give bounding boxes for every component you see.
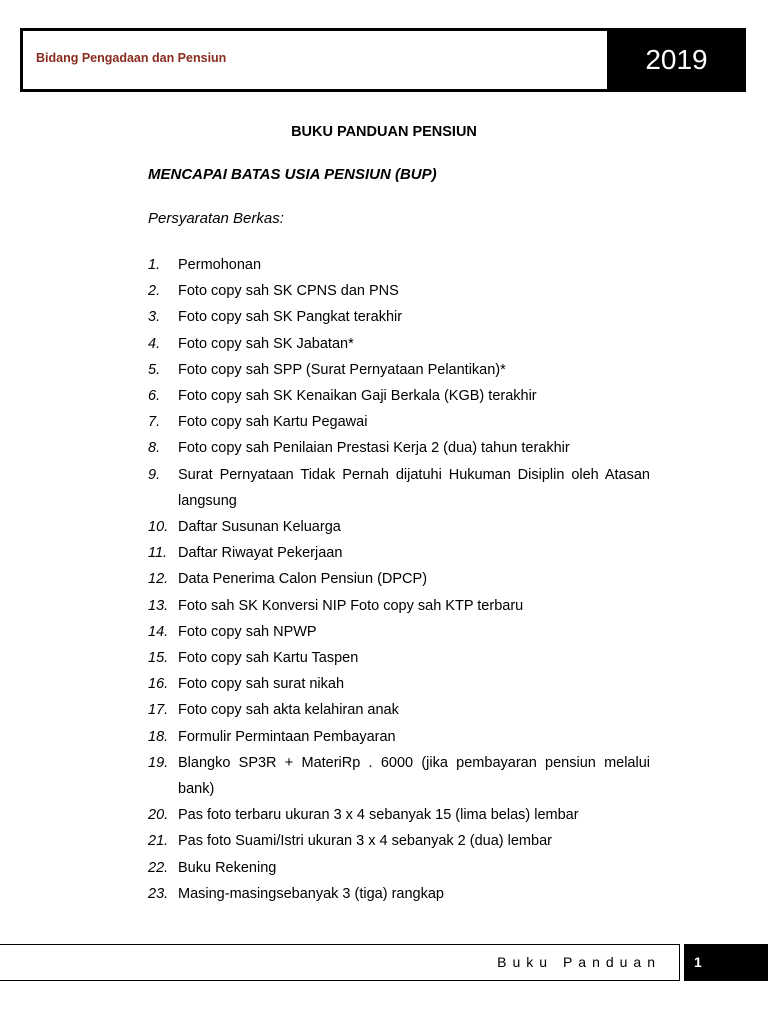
list-item [148, 645, 650, 671]
list-item-text: Permohonan [178, 257, 262, 273]
list-item [148, 724, 650, 750]
list-item-number: 7. [148, 414, 161, 431]
list-item-number: 21. [148, 833, 169, 850]
list-item [148, 671, 650, 697]
list-item [148, 514, 650, 540]
list-item-number: 16. [148, 676, 169, 693]
list-item-text: Foto copy sah SK Jabatan* [178, 335, 354, 352]
list-item-number: 15. [148, 650, 169, 667]
list-item-text: Daftar Susunan Keluarga [178, 519, 341, 536]
list-item [148, 462, 650, 514]
list-item [148, 750, 650, 802]
list-item-text: Formulir Permintaan Pembayaran [178, 728, 396, 745]
list-item-number: 18. [148, 728, 169, 745]
list-item [148, 409, 650, 435]
list-item-number: 5. [148, 361, 161, 378]
list-item [148, 383, 650, 409]
list-item-text: Pas foto Suami/Istri ukuran 3 x 4 sebanyak 2 (dua) lembar [178, 833, 552, 850]
list-item-number: 23. [148, 885, 169, 902]
list-item-text: Blangko SP3R + MateriRp . 6000 (jika pembayaran pensiun melalui bank) [178, 754, 650, 798]
list-item-number: 9. [148, 466, 161, 483]
list-item-text: Foto copy sah akta kelahiran anak [178, 702, 399, 719]
list-item-text: Foto copy sah SK Pangkat terakhir [178, 309, 403, 326]
list-item-number: 20. [148, 807, 169, 824]
list-item-text: Foto copy sah Kartu Pegawai [178, 414, 368, 431]
list-item [148, 593, 650, 619]
list-item-number: 17. [148, 702, 169, 719]
list-item-number: 3. [148, 309, 161, 326]
section-subtitle: Persyaratan Berkas: [148, 210, 284, 227]
footer-label: Buku Panduan [497, 954, 661, 970]
section-title: MENCAPAI BATAS USIA PENSIUN (BUP) [148, 166, 437, 183]
list-item [148, 357, 650, 383]
list-item [148, 855, 650, 881]
list-item-text: Foto copy sah NPWP [178, 623, 317, 640]
list-item-text: Pas foto terbaru ukuran 3 x 4 sebanyak 15 (lima belas) lembar [178, 807, 579, 824]
header-year: 2019 [607, 28, 746, 92]
list-item-number: 11. [148, 545, 168, 562]
list-item-number: 2. [148, 283, 161, 300]
list-item [148, 304, 650, 330]
list-item-text: Foto copy sah Kartu Taspen [178, 650, 359, 667]
page-header [20, 28, 746, 92]
list-item-number: 4. [148, 335, 161, 352]
page-number: 1 [684, 944, 768, 981]
list-item [148, 331, 650, 357]
list-item [148, 802, 650, 828]
list-item-number: 8. [148, 440, 161, 457]
department-name: Bidang Pengadaan dan Pensiun [36, 51, 227, 65]
list-item [148, 566, 650, 592]
list-item-text: Foto sah SK Konversi NIP Foto copy sah KTP terbaru [178, 597, 524, 614]
list-item [148, 881, 650, 907]
list-item-text: Foto copy sah SK Kenaikan Gaji Berkala (KGB) terakhir [178, 388, 537, 405]
list-item-text: Foto copy sah SK CPNS dan PNS [178, 283, 399, 300]
list-item-text: Data Penerima Calon Pensiun (DPCP) [178, 571, 428, 588]
list-item-text: Foto copy sah SPP (Surat Pernyataan Pelantikan)* [178, 361, 506, 378]
list-item-number: 1. [148, 257, 161, 273]
list-item-text: Masing-masingsebanyak 3 (tiga) rangkap [178, 885, 444, 902]
list-item-text: Daftar Riwayat Pekerjaan [178, 545, 343, 562]
list-item-number: 10. [148, 519, 169, 536]
list-item-number: 22. [148, 859, 169, 876]
list-item [148, 697, 650, 723]
list-item [148, 540, 650, 566]
list-item [148, 828, 650, 854]
list-item-number: 12. [148, 571, 169, 588]
list-item-text: Surat Pernyataan Tidak Pernah dijatuhi Hukuman Disiplin oleh Atasan langsung [178, 466, 650, 509]
list-item [148, 252, 650, 278]
list-item-number: 13. [148, 597, 169, 614]
list-item-text: Foto copy sah Penilaian Prestasi Kerja 2 (dua) tahun terakhir [178, 440, 570, 457]
page-footer [0, 944, 680, 981]
list-item [148, 619, 650, 645]
list-item-text: Buku Rekening [178, 859, 277, 876]
list-item-number: 6. [148, 388, 161, 405]
list-item [148, 435, 650, 461]
document-title: BUKU PANDUAN PENSIUN [291, 124, 477, 140]
list-item-text: Foto copy sah surat nikah [178, 676, 345, 693]
requirements-list [148, 252, 650, 907]
list-item [148, 278, 650, 304]
list-item-number: 14. [148, 623, 169, 640]
list-item-number: 19. [148, 754, 169, 771]
